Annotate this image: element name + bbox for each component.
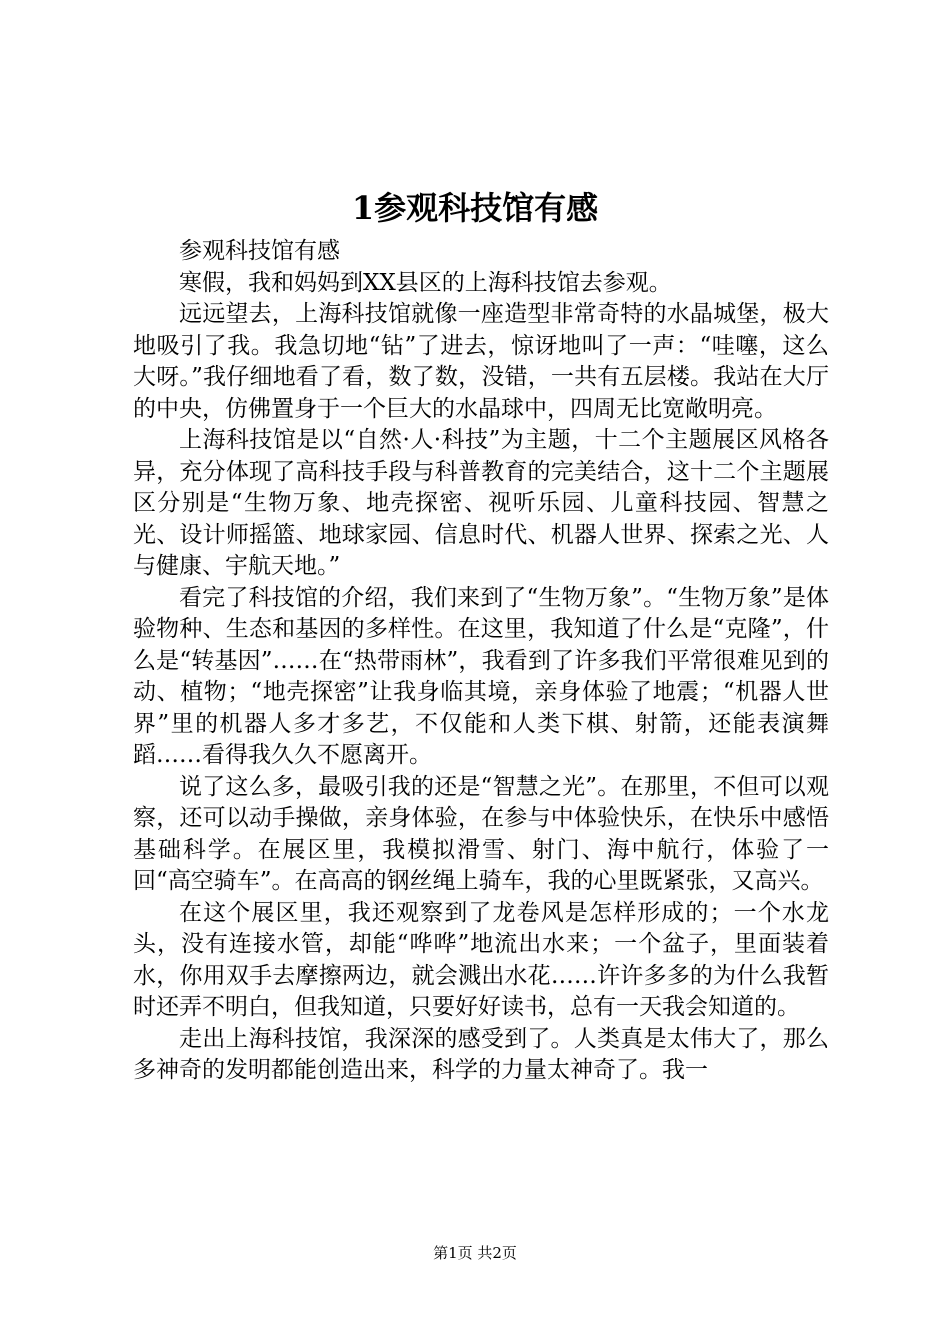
paragraph-subtitle: 参观科技馆有感 [179,238,340,264]
paragraph-wisdom-light: 说了这么多，最吸引我的还是“智慧之光”。在那里，不但可以观察，还可以动手操做，亲身体验，在参与中体验快乐，在快乐中感悟基础科学。在展区里，我模拟滑雪、射门、海中航行，体验了一回“高空骑车”。在高高的钢丝绳上骑车，我的心里既紧张，又高兴。 [133,773,829,894]
paragraph-theme-zones: 上海科技馆是以“自然·人·科技”为主题，十二个主题展区风格各异，充分体现了高科技手段与科普教育的完美结合，这十二个主题展区分别是“生物万象、地壳探密、视听乐园、儿童科技园、智慧之光、设计师摇篮、地球家园、信息时代、机器人世界、探索之光、人与健康、宇航天地。” [133,427,829,579]
document-title: 1参观科技馆有感 [351,189,599,227]
paragraph-conclusion: 走出上海科技馆，我深深的感受到了。人类真是太伟大了，那么多神奇的发明都能创造出来，科学的力量太神奇了。我一 [133,1025,829,1083]
document-body [133,236,829,1087]
paragraph-biodiversity: 看完了科技馆的介绍，我们来到了“生物万象”。“生物万象”是体验物种、生态和基因的多样性。在这里，我知道了什么是“克隆”，什么是“转基因”……在“热带雨林”，我看到了许多我们平常很难见到的动、植物；“地壳探密”让我身临其境，亲身体验了地震；“机器人世界”里的机器人多才多艺，不仅能和人类下棋、射箭，还能表演舞蹈……看得我久久不愿离开。 [133,584,829,768]
paragraph-intro: 寒假，我和妈妈到XX县区的上海科技馆去参观。 [179,269,672,296]
paragraph-crystal-castle: 远远望去，上海科技馆就像一座造型非常奇特的水晶城堡，极大地吸引了我。我急切地“钻”了进去，惊讶地叫了一声：“哇噻，这么大呀。”我仔细地看了看，数了数，没错，一共有五层楼。我站在大厅的中央，仿佛置身于一个巨大的水晶球中，四周无比宽敞明亮。 [133,301,829,422]
paragraph-tornado: 在这个展区里，我还观察到了龙卷风是怎样形成的；一个水龙头，没有连接水管，却能“哗哗”地流出水来；一个盆子，里面装着水，你用双手去摩擦两边，就会溅出水花……许许多多的为什么我暂时还弄不明白，但我知道，只要好好读书，总有一天我会知道的。 [133,899,829,1020]
page-number: 第1页 共2页 [433,1244,517,1262]
